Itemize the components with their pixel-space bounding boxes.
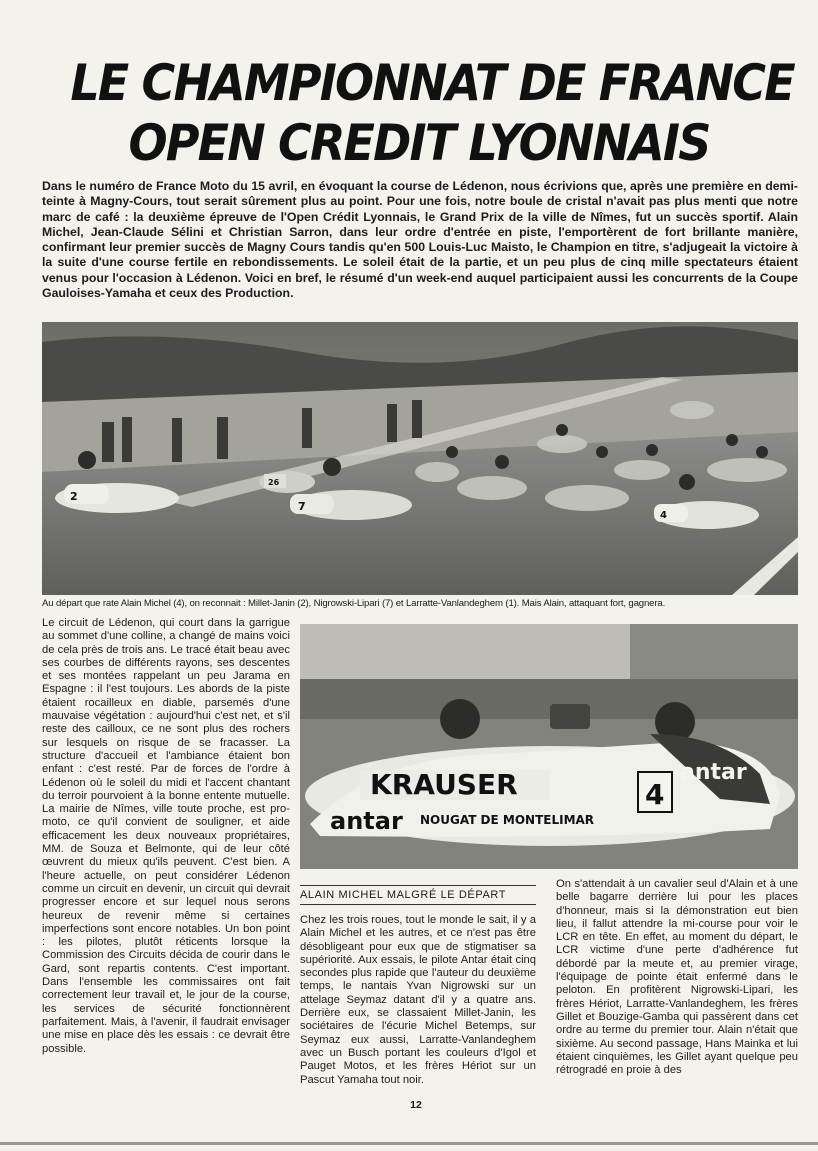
race-number-plate: 4 (645, 778, 665, 811)
svg-text:2: 2 (70, 490, 78, 503)
section-subheading: ALAIN MICHEL MALGRÉ LE DÉPART (300, 885, 536, 905)
photo-caption: Au départ que rate Alain Michel (4), on reconnait : Millet-Janin (2), Nigrowski-Lipari (7) et Larratte-Vanlandeghem (1). Mais Alain, attaquant fort, gagnera. (42, 598, 666, 609)
antar-side-decal: antar (680, 760, 747, 785)
svg-text:26: 26 (268, 478, 280, 487)
headline-line-2: OPEN CREDIT LYONNAIS (128, 114, 710, 172)
column-right-text: On s'attendait à un cavalier seul d'Alain et à une belle bagarre derrière lui pour les places d'honneur, mais si la démonstration eut bien lieu, il fallut attendre la mi-course pour voir le LCR en tête. En effet, au moment du départ, le LCR victime d'une perte d'adhérence fut débordé par la meute et, au premier virage, l'équipage de pointe était enfermé dans le peloton. En profitèrent Nigrowski-Lipari, les frères Hériot, Larratte-Vanlandeghem, les frères Gillet et Bouzige-Gamba qui passèrent dans cet ordre au terme du premier tour. Alain n'était que sixième. Au second passage, Hans Mainka et lui étaient cinquièmes, les Gillet ayant quelque peu rétrogradé en proie à des (556, 878, 798, 1077)
sidecar-26 (259, 471, 315, 493)
page-bottom-edge (0, 1142, 818, 1145)
column-left-text: Le circuit de Lédenon, qui court dans la garrigue au sommet d'une colline, a changé de mains voici de cela près de trois ans. Le tracé était beau avec ses courbes de différents rayons, ses descentes et ses montées rappelant un peu Jarama en Espagne : il l'est toujours. Les abords de la piste étaient rocailleux en diable, parsemés d'une mauvaise végétation : aujourd'hui c'est net, et s'il reste des cailloux, ce ne sont plus des rochers sur lesquels on risque de se fracasser. La structure d'accueil et l'ambiance étaient bon enfant : c'est resté. Par de forces de l'ordre à Lédenon où le soleil du midi et l'accent chantant du terroir pourvoient à la bonne entente mutuelle. La mairie de Nîmes, ville toute proche, est pro-moto, ce qu'il convient de souligner, et aide efficacement les deux nouveaux propriétaires, MM. de Souza et Belmonte, qui de leur côté œuvrent du mieux qu'ils peuvent. C'est bien. A l'heure actuelle, on peut considérer Lédenon comme un circuit en devenir, un circuit qui devrait progresser encore et sur lequel nous serons heureux de revenir même si certaines imperfections sont encore notables. Un bon point : les pilotes, plutôt réticents lorsque la Commission des Circuits décida de courir dans le Gard, sont repartis contents. C'est important. Dans l'ensemble les commissaires ont fait correctement leur travail et, le jour de la course, les services de sécurité fonctionnèrent parfaitement. Mais, à l'avenir, il faudrait envisager une mise en place dès les essais : ce devrait être possible. (42, 617, 290, 1055)
antar-decal: antar (330, 807, 403, 835)
column-middle-text: Chez les trois roues, tout le monde le sait, il y a Alain Michel et les autres, et ce n'est pas être désobligeant pour eux que de stigmatiser sa supériorité. Aux essais, le pilote Antar était cinq secondes plus rapide que l'auteur du deuxième temps, le nantais Yvan Nigrowski sur un attelage Seymaz datant d'il y a quatre ans. Derrière eux, se classaient Millet-Janin, les sociétaires de l'écurie Michel Betemps, sur Seymaz eux aussi, Larratte-Vanlandeghem avec un Busch portant les couleurs d'Igol et Pauget Motos, et les frères Hériot sur un Pascut Yamaha tout noir. (300, 914, 536, 1086)
krauser-decal: KRAUSER (370, 768, 518, 801)
svg-text:7: 7 (298, 500, 306, 513)
race-start-photo (42, 322, 798, 595)
race-start-illustration (42, 322, 798, 595)
alain-michel-sidecar-photo (300, 624, 798, 869)
intro-paragraph: Dans le numéro de France Moto du 15 avril, en évoquant la course de Lédenon, nous écrivions que, après une première en demi-teinte à Magny-Cours, tout serait sûrement plus au point. Pour une fois, notre boule de cristal n'avait pas plus menti que notre marc de café : la deuxième épreuve de l'Open Crédit Lyonnais, le Grand Prix de la ville de Nîmes, fut un succès sportif. Alain Michel, Jean-Claude Sélini et Christian Sarron, dans leur ordre d'entrée en piste, l'emportèrent de fort brillante manière, confirmant leur premier succès de Magny Cours tandis qu'en 500 Louis-Luc Maisto, le Champion en titre, s'adjugeait la victoire à la suite d'une course fertile en rebondissements. Le soleil était de la partie, et un peu plus de cinq mille spectateurs étaient venus pour l'occasion à Lédenon. Voici en bref, le résumé d'un week-end auquel participaient aussi les concurrents de la Coupe Gauloises-Yamaha et ceux des Production. (42, 179, 798, 301)
sidecar-closeup-illustration (300, 624, 798, 869)
nougat-decal: NOUGAT DE MONTELIMAR (420, 813, 595, 827)
headline-line-1: LE CHAMPIONNAT DE FRANCE (70, 54, 794, 112)
page-number: 12 (410, 1099, 422, 1111)
svg-text:4: 4 (660, 510, 667, 521)
